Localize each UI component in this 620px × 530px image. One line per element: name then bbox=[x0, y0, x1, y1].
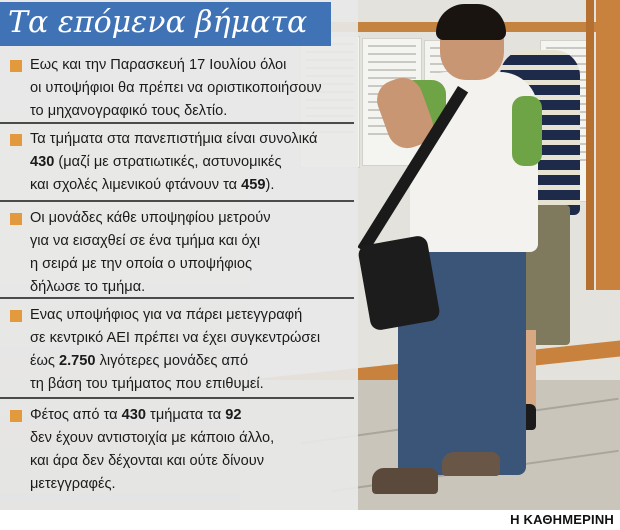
text-line bbox=[30, 253, 358, 276]
text-line bbox=[30, 207, 358, 230]
student-shoe bbox=[372, 468, 438, 494]
step-item bbox=[0, 128, 358, 197]
step-item bbox=[0, 54, 358, 123]
text-run: τη βάση του τμήματος που επιθυμεί. bbox=[30, 376, 264, 392]
step-text bbox=[30, 54, 358, 123]
text-run: η σειρά με την οποία ο υποψήφιος bbox=[30, 256, 253, 272]
student-sleeve bbox=[512, 96, 542, 166]
step-text bbox=[30, 304, 358, 396]
bold-figure: 430 bbox=[121, 407, 146, 423]
step-text bbox=[30, 128, 358, 197]
text-line bbox=[30, 174, 358, 197]
text-run: και άρα δεν δέχονται και ούτε δίνουν bbox=[30, 453, 264, 469]
student-shoe bbox=[442, 452, 500, 476]
text-run: μετεγγραφές. bbox=[30, 476, 116, 492]
text-run: Εως και την Παρασκευή 17 Ιουλίου όλοι bbox=[30, 57, 287, 73]
separator-line bbox=[0, 397, 354, 399]
bullet-square-icon bbox=[10, 310, 22, 322]
text-run: τμήματα τα bbox=[146, 407, 226, 423]
publisher-credit: Η ΚΑΘΗΜΕΡΙΝΗ bbox=[510, 512, 614, 527]
infographic-title: Τα επόμενα βήματα bbox=[0, 2, 331, 46]
separator-line bbox=[0, 122, 354, 124]
text-line bbox=[30, 373, 358, 396]
separator-line bbox=[0, 200, 354, 202]
step-text bbox=[30, 404, 358, 496]
text-line bbox=[30, 427, 358, 450]
text-run: (μαζί με στρατιωτικές, αστυνομικές bbox=[54, 154, 282, 170]
text-line bbox=[30, 128, 358, 151]
text-run: το μηχανογραφικό τους δελτίο. bbox=[30, 103, 228, 119]
text-line bbox=[30, 350, 358, 373]
text-run: και σχολές λιμενικού φτάνουν τα bbox=[30, 177, 242, 193]
bullet-square-icon bbox=[10, 60, 22, 72]
step-text bbox=[30, 207, 358, 299]
bold-figure: 2.750 bbox=[59, 353, 96, 369]
text-line bbox=[30, 54, 358, 77]
separator-line bbox=[0, 297, 354, 299]
bullet-square-icon bbox=[10, 410, 22, 422]
text-run: Τα τμήματα στα πανεπιστήμια είναι συνολικά bbox=[30, 131, 318, 147]
bold-figure: 459 bbox=[241, 177, 266, 193]
bullet-square-icon bbox=[10, 134, 22, 146]
text-line bbox=[30, 473, 358, 496]
text-run: δήλωσε το τμήμα. bbox=[30, 279, 146, 295]
text-line bbox=[30, 404, 358, 427]
text-line bbox=[30, 304, 358, 327]
text-run: Φέτος από τα bbox=[30, 407, 122, 423]
door-frame bbox=[586, 0, 594, 290]
text-run: δεν έχουν αντιστοιχία με κάποιο άλλο, bbox=[30, 430, 275, 446]
text-run: για να εισαχθεί σε ένα τμήμα και όχι bbox=[30, 233, 261, 249]
text-run: ). bbox=[265, 177, 275, 193]
step-item bbox=[0, 207, 358, 299]
bullet-square-icon bbox=[10, 213, 22, 225]
text-run: σε κεντρικό ΑΕΙ πρέπει να έχει συγκεντρώσει bbox=[30, 330, 321, 346]
text-run: Ενας υποψήφιος για να πάρει μετεγγραφή bbox=[30, 307, 303, 323]
text-line bbox=[30, 276, 358, 299]
shoulder-bag bbox=[357, 235, 441, 332]
text-line bbox=[30, 77, 358, 100]
text-line bbox=[30, 450, 358, 473]
bold-figure: 92 bbox=[225, 407, 242, 423]
step-item bbox=[0, 404, 358, 496]
text-run: έως bbox=[30, 353, 59, 369]
bold-figure: 430 bbox=[30, 154, 55, 170]
text-line bbox=[30, 151, 358, 174]
text-run: λιγότερες μονάδες από bbox=[95, 353, 249, 369]
text-line bbox=[30, 100, 358, 123]
step-item bbox=[0, 304, 358, 396]
text-run: οι υποψήφιοι θα πρέπει να οριστικοποιήσουν bbox=[30, 80, 322, 96]
text-line bbox=[30, 230, 358, 253]
text-run: Οι μονάδες κάθε υποψηφίου μετρούν bbox=[30, 210, 271, 226]
text-line bbox=[30, 327, 358, 350]
door-frame bbox=[596, 0, 620, 290]
credit-bar bbox=[0, 510, 620, 530]
